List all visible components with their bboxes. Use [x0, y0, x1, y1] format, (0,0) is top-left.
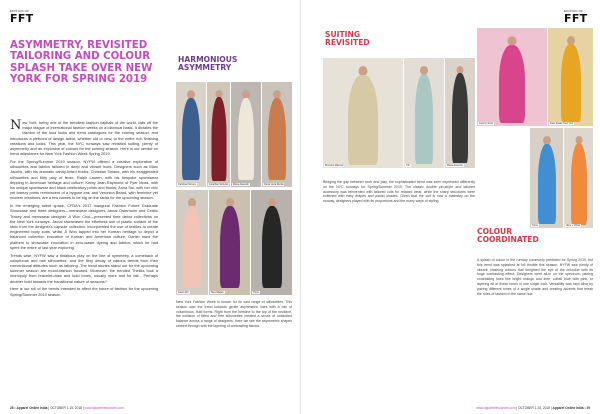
photo-caption: Carolina Herrera [178, 183, 196, 186]
runway-photo [548, 28, 593, 126]
photo-caption: Rosie Assoulin [233, 183, 249, 186]
runway-photo [530, 128, 563, 228]
fft-logo [10, 9, 36, 24]
colour-coordinated-copy: A splash of colour in the runway commonly predicted for Spring 2019, but this trend was splashed at full throttle this season. NYFW saw plenty of vibrant, clashing colours that delighted the eye of the onlooker with its huge contrasting effect. Designers went all-in on the spectrum, pairing contrasting hues like bright orange and lime, cobalt blue with pink, or layering all of these tones in one single look. Versatility was kept alive by pairing different tones of a single shade and creating accents that break the rules of fashion in the same hue. [477, 258, 593, 296]
footer-url[interactable]: www.apparelresources.com [476, 406, 516, 410]
page-number: 29 [586, 406, 590, 410]
body-paragraph: Trends wise, NYFW saw a flirtatious play on the line of symmetry, a comeback of voluptuous and raw silhouettes, and the fiery decay of various trends from their conventional attitudes such as tailoring. The trend stories stand out for the upcoming summer season are mood-fashion focused. Moreover, the trended Thekks took a monopoly from bracelet-draw and bold tones, usually more and for fall... Perhaps another bold towards the transitional nature of seasons? [10, 252, 158, 284]
body-paragraph: Here is our roll of the trends intended to affect the future of fashion for the upcoming Spring/Summer 2019 season. [10, 286, 158, 297]
publication-name: Apparel Online India [16, 406, 48, 410]
page-footer: 28 • Apparel Online India | OCTOBER 1-15, 2018 | www.apparelresources.com [10, 406, 124, 410]
photo-caption: Kate Spade New York [550, 122, 574, 125]
runway-photo [231, 82, 261, 187]
right-page [300, 0, 600, 414]
issue-date: OCTOBER 1-15, 2018 [50, 406, 82, 410]
runway-photo [323, 58, 403, 168]
logo-name: FFT [564, 12, 588, 25]
article-headline: ASYMMETRY, REVISITED TAILORING AND COLOUR SPLASH TAKE OVER NEW YORK FOR SPRING 2019 [10, 40, 153, 86]
logo-name: FFT [10, 12, 34, 25]
photo-caption: Tome [532, 224, 538, 227]
runway-photo [209, 190, 250, 295]
photo-caption: Rosie Assoulin [447, 164, 463, 167]
runway-photo [262, 82, 292, 187]
page-footer: www.apparelresources.com | OCTOBER 1-15, 2018 | Apparel Online India • 29 [476, 406, 590, 410]
body-paragraph: New York, being one of the trendiest fashion capitals of the world, falls off the major league of international fashion weeks on a biannual basis. It dictates the fashion of the loud looks and trend catalogues for the coming season, and introduces a plethora of design talent, whether old or new, to the entire rich finishing creations and looks. This year, the NYC runways saw revisited suiting, plenty of asymmetry and an explosion of colours for the coming season. Here is our verdict on trend milestones for New York Fashion Week Spring 2019. [10, 118, 158, 157]
runway-photo [445, 58, 475, 168]
photo-caption: Sies Marjan [211, 291, 224, 294]
footer-url[interactable]: www.apparelresources.com [84, 406, 124, 410]
runway-photo [564, 128, 593, 228]
photo-caption: Jonathan Simkhai [209, 183, 229, 186]
section-label-suiting-revisited: SUITING REVISITED [325, 30, 370, 48]
photo-caption: Tome [253, 291, 259, 294]
photo-caption: Jason Wu [178, 291, 189, 294]
section-label-colour-coordinated: COLOUR COORDINATED [477, 227, 539, 245]
harmonious-asymmetry-copy: New York Fashion Week is known for its vast range of silhouettes. This season saw the trend towards gentle asymmetric lines with a mix of voluminous, fluid forms. Right from the hemline to the top of the neckline, the collision of fitted and free silhouettes created a sense of unstudied balance across a range of designers. Here we see the asymmetric shapes carried through with the layering of contrasting fabrics. [176, 300, 292, 328]
body-paragraph: In the emerging talent space, CFDA's 2017 Inaugural Fashion Future Graduate Showcase and three designers—menswear designers Jamal Osterholm and Cedric Tracey and menswear designer Ji Won Choi—presented their debut collections on the New York runways. Jamal showcased the effortless use of plastic surface of the stoic from the designer's capsule collection, incorporated the use of textiles to create engineered body suits, whilst Ji Won tapped into her Korean heritage to depict a balanced collection evocative of Korean and American culture. Daniel used the platform to showcase innovation in zero-waste dyeing and fabrics, which he had spent the entire of last year exploring. [10, 203, 158, 250]
runway-photo [176, 190, 208, 295]
article-body [10, 120, 158, 299]
publication-name: Apparel Online India [552, 406, 584, 410]
fft-logo [564, 9, 590, 24]
runway-photo [176, 82, 206, 187]
logo-edition: EDITION OF [564, 9, 584, 13]
photo-caption: Alice + Olivia [566, 224, 580, 227]
photo-caption: Oscar de la Renta [264, 183, 284, 186]
runway-photo [251, 190, 292, 295]
photo-caption: Jeremy Scott [479, 122, 493, 125]
runway-photo [477, 28, 547, 126]
body-paragraph: For the Spring/Summer 2019 season, NYFW offered a creative exploration of silhouettes and fabrics tailored in deep and vibrant hues. Designers such as Marc Jacobs, with his dramatic candy-tinted frocks; Christian Siriano, with his exaggerated silhouettes and flirty play of fever; Ralph Lauren, with his bespoke sportswear dripping in American heritage and culture; Kerby Jean-Raymond of Pyer Moss, with his unique sportswear and black celebratory prints and frocks; Anna Sui, with her chic yet breezy prints reminiscent of a bygone era; and Veronica Beard, with feminine yet modern creations, are a few names to be big on the radar for the upcoming season. [10, 159, 158, 201]
section-label-harmonious-asymmetry: HARMONIOUS ASYMMETRY [178, 55, 238, 73]
suiting-revisited-copy: Bridging the gap between work and play, the sophisticated trend was seen expressed differently on the NYC runways for Spring/Summer 2019. The classic double pin-stripe and tailored accessory was reinvented with tailored cuts for relaxed wear, while the sharp structures were softened with easy drapes and pastel shades. Given that the suit is now a mainstay on the runway, designers played with its proportions and the many ways of styling. [323, 180, 475, 204]
photo-caption: Tibi [406, 164, 410, 167]
runway-photo [207, 82, 230, 187]
photo-caption: Brandon Maxwell [325, 164, 344, 167]
page-number: 28 [10, 406, 14, 410]
issue-date: OCTOBER 1-15, 2018 [518, 406, 550, 410]
drop-cap: N [10, 118, 22, 133]
runway-photo [404, 58, 444, 168]
logo-edition: EDITION OF [10, 9, 30, 13]
